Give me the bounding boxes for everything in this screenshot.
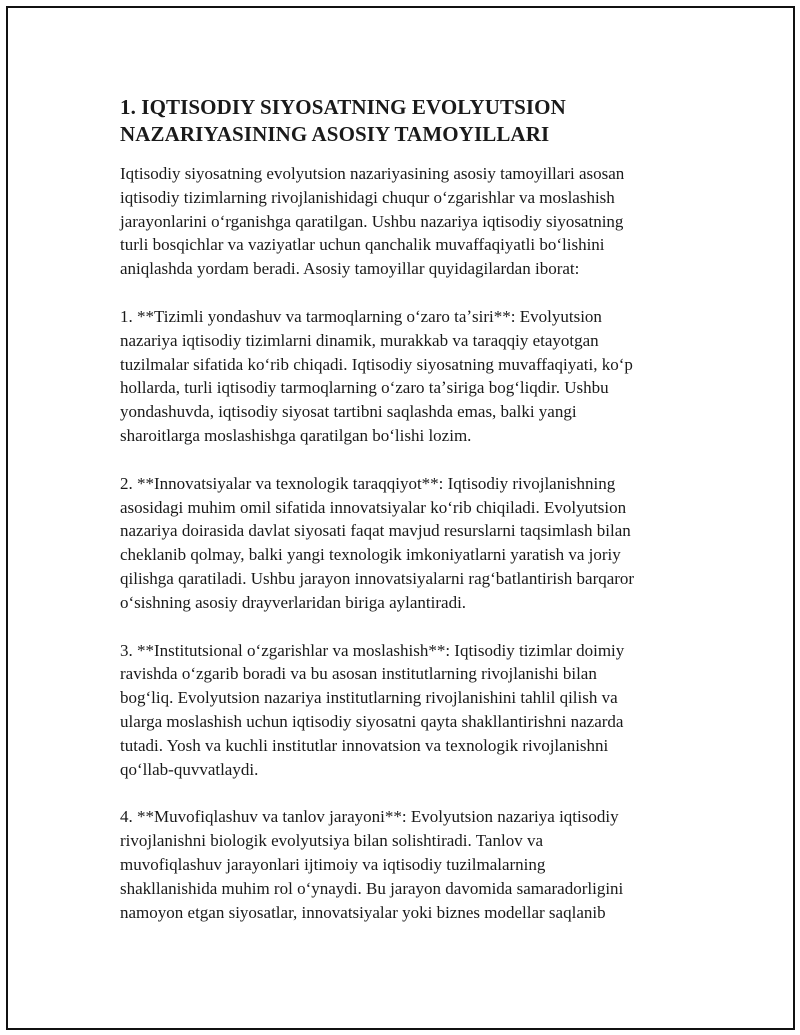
text-line: aniqlashda yordam beradi. Asosiy tamoyillar quyidagilardan iborat: [120,259,580,279]
text-line: 3. **Institutsional oʻzgarishlar va moslashish**: Iqtisodiy tizimlar doimiy [120,640,625,660]
document-title [120,94,692,148]
text-line: sharoitlarga moslashishga qaratilgan boʻlishi lozim. [120,425,472,445]
intro-paragraph [120,162,692,281]
principle-3-paragraph [120,639,692,782]
text-line: bogʻliq. Evolyutsion nazariya institutlarning rivojlanishini tahlil qilish va [120,688,618,708]
text-line: tutadi. Yosh va kuchli institutlar innovatsion va texnologik rivojlanishni [120,735,609,755]
text-line: oʻsishning asosiy drayverlaridan biriga aylantiradi. [120,592,467,612]
text-line: hollarda, turli iqtisodiy tarmoqlarning oʻzaro taʼsiriga bogʻliqdir. Ushbu [120,378,609,398]
title-line: 1. IQTISODIY SIYOSATNING EVOLYUTSION [120,95,566,119]
text-line: iqtisodiy tizimlarning rivojlanishidagi chuqur oʻzgarishlar va moslashish [120,187,615,207]
text-line: 2. **Innovatsiyalar va texnologik taraqqiyot**: Iqtisodiy rivojlanishning [120,473,616,493]
text-line: 4. **Muvofiqlashuv va tanlov jarayoni**: Evolyutsion nazariya iqtisodiy [120,807,619,827]
text-line: Iqtisodiy siyosatning evolyutsion nazariyasining asosiy tamoyillari asosan [120,164,625,183]
text-line: cheklanib qolmay, balki yangi texnologik imkoniyatlarni yaratish va joriy [120,545,621,565]
text-line: qoʻllab-quvvatlaydi. [120,759,259,779]
principle-4-paragraph [120,805,692,924]
text-line: qilishga qaratiladi. Ushbu jarayon innovatsiyalarni ragʻbatlantirish barqaror [120,568,635,588]
text-line: nazariya doirasida davlat siyosati faqat mavjud resurslarni taqsimlash bilan [120,521,631,541]
text-line: tuzilmalar sifatida koʻrib chiqadi. Iqtisodiy siyosatning muvaffaqiyati, koʻp [120,354,633,374]
text-line: 1. **Tizimli yondashuv va tarmoqlarning oʻzaro taʼsiri**: Evolyutsion [120,306,602,326]
text-line: jarayonlarini oʻrganishga qaratilgan. Ushbu nazariya iqtisodiy siyosatning [120,211,624,231]
text-line: asosidagi muhim omil sifatida innovatsiyalar koʻrib chiqiladi. Evolyutsion [120,497,627,517]
text-line: turli bosqichlar va vaziyatlar uchun qanchalik muvaffaqiyatli boʻlishini [120,235,605,255]
text-line: ravishda oʻzgarib boradi va bu asosan institutlarning rivojlanishi bilan [120,664,597,684]
text-line: yondashuvda, iqtisodiy siyosat tartibni saqlashda emas, balki yangi [120,402,577,422]
text-line: rivojlanishni biologik evolyutsiya bilan solishtiradi. Tanlov va [120,831,543,851]
text-line: namoyon etgan siyosatlar, innovatsiyalar yoki biznes modellar saqlanib [120,902,606,922]
text-line: ularga moslashish uchun iqtisodiy siyosatni qayta shakllantirishni nazarda [120,711,624,731]
page-frame [6,6,795,1030]
title-line: NAZARIYASINING ASOSIY TAMOYILLARI [120,122,550,146]
text-line: muvofiqlashuv jarayonlari ijtimoiy va iqtisodiy tuzilmalarning [120,854,546,874]
principle-1-paragraph [120,305,692,448]
text-line: shakllanishida muhim rol oʻynaydi. Bu jarayon davomida samaradorligini [120,878,624,898]
principle-2-paragraph [120,472,692,615]
text-line: nazariya iqtisodiy tizimlarni dinamik, murakkab va taraqqiy etayotgan [120,330,599,350]
document-body [120,94,692,948]
